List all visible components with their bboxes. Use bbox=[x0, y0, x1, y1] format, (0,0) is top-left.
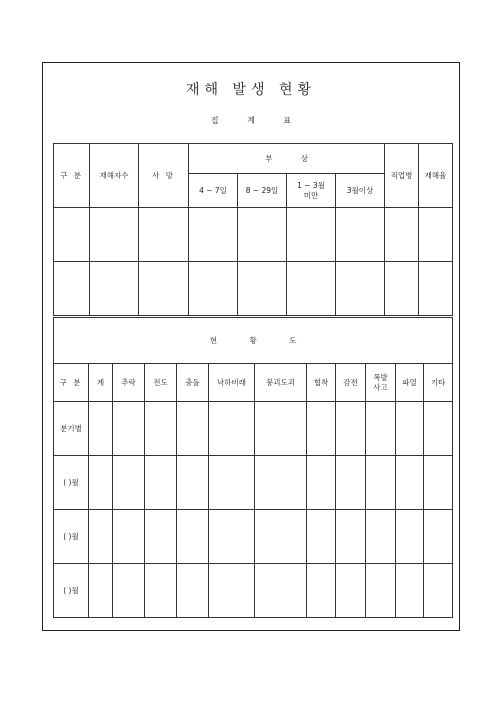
cell[interactable] bbox=[419, 208, 453, 262]
header-occupational: 직업병 bbox=[385, 144, 419, 208]
cell[interactable] bbox=[238, 208, 287, 262]
cell[interactable] bbox=[336, 402, 366, 456]
header-injury: 부 상 bbox=[189, 144, 385, 174]
page-title: 재해 발생 현황 bbox=[185, 82, 317, 98]
cell[interactable] bbox=[145, 564, 177, 618]
cell[interactable] bbox=[113, 456, 145, 510]
cell[interactable] bbox=[145, 402, 177, 456]
cell[interactable] bbox=[255, 564, 307, 618]
status-header-category: 구 분 bbox=[54, 364, 89, 402]
status-table-label: 현 황 도 bbox=[54, 318, 453, 364]
status-table bbox=[53, 317, 453, 618]
cell[interactable] bbox=[366, 510, 396, 564]
cell[interactable] bbox=[139, 262, 189, 316]
cell[interactable] bbox=[209, 510, 255, 564]
cell[interactable] bbox=[287, 262, 336, 316]
status-header-collision: 충돌 bbox=[177, 364, 209, 402]
status-header-fall: 추락 bbox=[113, 364, 145, 402]
cell[interactable] bbox=[307, 510, 336, 564]
cell[interactable] bbox=[255, 456, 307, 510]
status-header-rupture: 파열 bbox=[396, 364, 424, 402]
cell[interactable] bbox=[238, 262, 287, 316]
cell[interactable] bbox=[89, 456, 113, 510]
cell[interactable] bbox=[307, 564, 336, 618]
cell[interactable] bbox=[424, 510, 453, 564]
status-header-total: 계 bbox=[89, 364, 113, 402]
cell[interactable] bbox=[336, 262, 385, 316]
header-injury-4-7: 4 ~ 7일 bbox=[189, 174, 238, 208]
cell[interactable] bbox=[89, 564, 113, 618]
cell[interactable] bbox=[336, 456, 366, 510]
cell[interactable] bbox=[424, 564, 453, 618]
cell[interactable] bbox=[396, 402, 424, 456]
cell[interactable] bbox=[89, 402, 113, 456]
status-row bbox=[54, 510, 453, 564]
cell[interactable] bbox=[177, 510, 209, 564]
header-category: 구 분 bbox=[54, 144, 90, 208]
header-victims: 재해자수 bbox=[90, 144, 139, 208]
row-label-month: ( )월 bbox=[54, 510, 89, 564]
summary-table bbox=[53, 143, 453, 316]
cell[interactable] bbox=[89, 510, 113, 564]
cell[interactable] bbox=[113, 510, 145, 564]
cell[interactable] bbox=[139, 208, 189, 262]
cell[interactable] bbox=[396, 510, 424, 564]
cell[interactable] bbox=[396, 564, 424, 618]
header-injury-1-3m: 1 ~ 3월 미만 bbox=[287, 174, 336, 208]
status-row bbox=[54, 456, 453, 510]
cell[interactable] bbox=[189, 262, 238, 316]
cell[interactable] bbox=[424, 456, 453, 510]
cell[interactable] bbox=[189, 208, 238, 262]
cell[interactable] bbox=[209, 564, 255, 618]
row-label-quarterly: 분기별 bbox=[54, 402, 89, 456]
cell[interactable] bbox=[209, 456, 255, 510]
cell[interactable] bbox=[307, 456, 336, 510]
cell[interactable] bbox=[366, 564, 396, 618]
cell[interactable] bbox=[209, 402, 255, 456]
cell[interactable] bbox=[336, 564, 366, 618]
cell[interactable] bbox=[90, 208, 139, 262]
cell[interactable] bbox=[419, 262, 453, 316]
cell[interactable] bbox=[255, 510, 307, 564]
cell[interactable] bbox=[177, 456, 209, 510]
row-label-month: ( )월 bbox=[54, 456, 89, 510]
cell[interactable] bbox=[385, 262, 419, 316]
cell[interactable] bbox=[54, 262, 90, 316]
cell[interactable] bbox=[366, 456, 396, 510]
summary-row bbox=[54, 208, 453, 262]
cell[interactable] bbox=[255, 402, 307, 456]
status-header-caught: 협착 bbox=[307, 364, 336, 402]
cell[interactable] bbox=[424, 402, 453, 456]
cell[interactable] bbox=[177, 402, 209, 456]
row-label-month: ( )월 bbox=[54, 564, 89, 618]
summary-row bbox=[54, 262, 453, 316]
cell[interactable] bbox=[145, 456, 177, 510]
cell[interactable] bbox=[90, 262, 139, 316]
form-frame bbox=[42, 62, 460, 631]
status-row bbox=[54, 564, 453, 618]
summary-table-label: 집 계 표 bbox=[210, 116, 292, 125]
cell[interactable] bbox=[113, 402, 145, 456]
cell[interactable] bbox=[336, 208, 385, 262]
cell[interactable] bbox=[336, 510, 366, 564]
header-rate: 재해율 bbox=[419, 144, 453, 208]
cell[interactable] bbox=[385, 208, 419, 262]
cell[interactable] bbox=[366, 402, 396, 456]
cell[interactable] bbox=[145, 510, 177, 564]
cell[interactable] bbox=[113, 564, 145, 618]
cell[interactable] bbox=[396, 456, 424, 510]
status-header-other: 기타 bbox=[424, 364, 453, 402]
status-header-falling-object: 낙하비래 bbox=[209, 364, 255, 402]
header-injury-8-29: 8 ~ 29일 bbox=[238, 174, 287, 208]
header-injury-3m-plus: 3월이상 bbox=[336, 174, 385, 208]
cell[interactable] bbox=[54, 208, 90, 262]
status-header-electric: 감전 bbox=[336, 364, 366, 402]
status-header-collapse: 붕괴도괴 bbox=[255, 364, 307, 402]
cell[interactable] bbox=[287, 208, 336, 262]
header-deaths: 사 망 bbox=[139, 144, 189, 208]
status-header-explosion: 폭발사고 bbox=[366, 364, 396, 402]
cell[interactable] bbox=[177, 564, 209, 618]
status-header-trip: 전도 bbox=[145, 364, 177, 402]
status-row bbox=[54, 402, 453, 456]
cell[interactable] bbox=[307, 402, 336, 456]
